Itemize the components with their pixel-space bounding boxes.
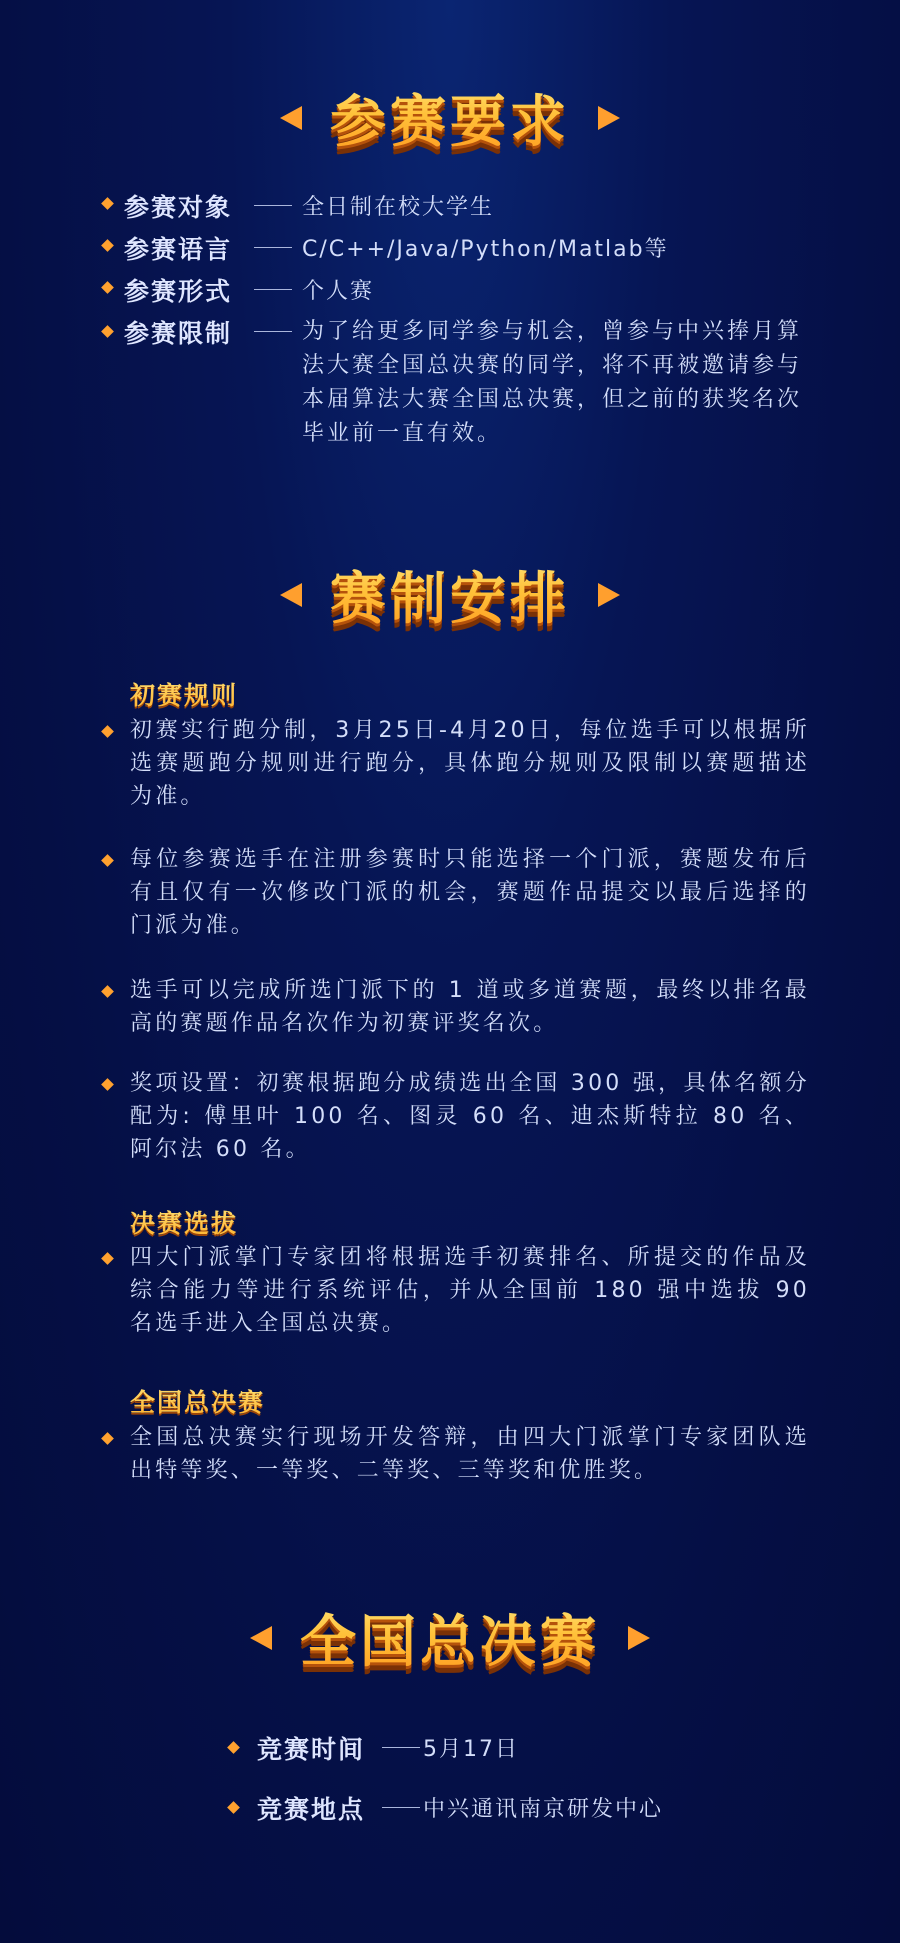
section-title-text: 参赛要求: [330, 78, 570, 158]
arrow-right-icon: [598, 106, 620, 130]
requirement-label: 参赛语言: [124, 235, 233, 264]
prelim-rule-paragraph: 每位参赛选手在注册参赛时只能选择一个门派，赛题发布后有且仅有一次修改门派的机会，赛题作品提交以最后选择的门派为准。: [130, 847, 810, 938]
bullet-diamond-icon: [101, 197, 114, 210]
national-paragraph: 全国总决赛实行现场开发答辩，由四大门派掌门专家团队选出特等奖、一等奖、二等奖、三等奖和优胜奖。: [130, 1425, 810, 1483]
bullet-diamond-icon: [101, 725, 114, 738]
bullet-diamond-icon: [227, 1801, 240, 1814]
dash-divider: [382, 1747, 420, 1748]
requirement-value: 为了给更多同学参与机会，曾参与中兴捧月算法大赛全国总决赛的同学，将不再被邀请参与本届算法大赛全国总决赛，但之前的获奖名次毕业前一直有效。: [302, 319, 803, 446]
section-title-text: 赛制安排: [330, 555, 570, 635]
finals-location-value: 中兴通讯南京研发中心: [423, 1797, 664, 1822]
bullet-diamond-icon: [101, 1432, 114, 1445]
bullet-diamond-icon: [101, 239, 114, 252]
bullet-diamond-icon: [101, 325, 114, 338]
finals-location-label: 竞赛地点: [257, 1795, 366, 1824]
section-title-text: 全国总决赛: [300, 1598, 600, 1678]
requirement-label: 参赛对象: [124, 193, 233, 222]
requirement-label: 参赛形式: [124, 277, 233, 306]
arrow-left-icon: [280, 583, 302, 607]
dash-divider: [254, 247, 292, 248]
requirement-value: 个人赛: [302, 279, 375, 304]
finals-time-label: 竞赛时间: [257, 1735, 366, 1764]
arrow-right-icon: [598, 583, 620, 607]
arrow-right-icon: [628, 1626, 650, 1650]
requirement-label: 参赛限制: [124, 319, 233, 348]
finals-time-value: 5月17日: [423, 1737, 519, 1762]
dash-divider: [254, 331, 292, 332]
prelim-rule-paragraph: 选手可以完成所选门派下的 1 道或多道赛题，最终以排名最高的赛题作品名次作为初赛评奖名次。: [130, 978, 810, 1036]
prelim-rule-paragraph: 奖项设置：初赛根据跑分成绩选出全国 300 强，具体名额分配为: 傅里叶 100 名、图灵 60 名、迪杰斯特拉 80 名、阿尔法 60 名。: [130, 1071, 810, 1162]
dash-divider: [254, 289, 292, 290]
bullet-diamond-icon: [101, 1252, 114, 1265]
bullet-diamond-icon: [101, 1078, 114, 1091]
requirement-value: C/C++/Java/Python/Matlab等: [302, 237, 669, 262]
bullet-diamond-icon: [101, 985, 114, 998]
arrow-left-icon: [280, 106, 302, 130]
dash-divider: [382, 1807, 420, 1808]
bullet-diamond-icon: [101, 281, 114, 294]
requirement-value: 全日制在校大学生: [302, 195, 495, 220]
subheading-selection: 决赛选拔: [130, 1204, 238, 1240]
arrow-left-icon: [250, 1626, 272, 1650]
section-title-schedule: [0, 555, 900, 635]
subheading-national: 全国总决赛: [130, 1383, 265, 1419]
subheading-prelim: 初赛规则: [130, 676, 238, 712]
bullet-diamond-icon: [227, 1741, 240, 1754]
bullet-diamond-icon: [101, 854, 114, 867]
section-title-requirements: [0, 78, 900, 158]
section-title-finals: [0, 1598, 900, 1678]
selection-paragraph: 四大门派掌门专家团将根据选手初赛排名、所提交的作品及综合能力等进行系统评估，并从全国前 180 强中选拔 90 名选手进入全国总决赛。: [130, 1245, 810, 1336]
prelim-rule-paragraph: 初赛实行跑分制，3月25日-4月20日，每位选手可以根据所选赛题跑分规则进行跑分，具体跑分规则及限制以赛题描述为准。: [130, 718, 810, 809]
dash-divider: [254, 205, 292, 206]
